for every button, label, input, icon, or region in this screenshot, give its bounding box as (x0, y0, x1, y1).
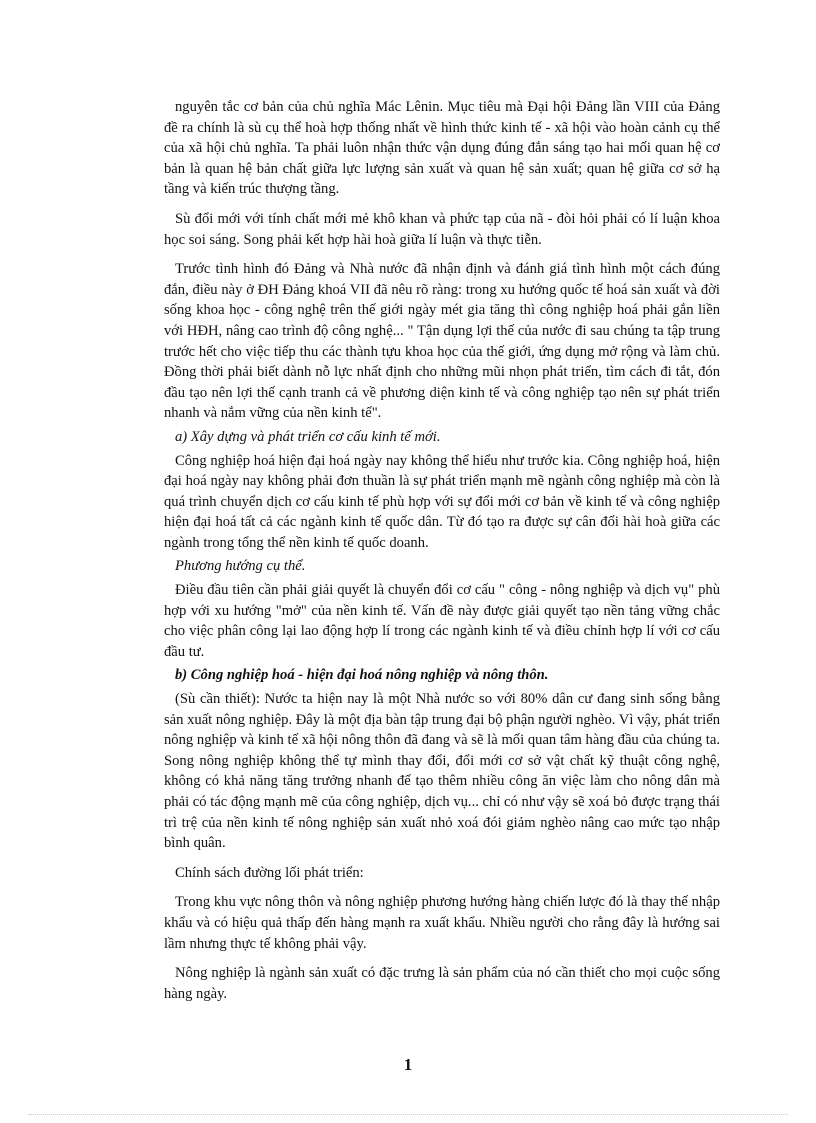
paragraph-intro: nguyên tắc cơ bản của chủ nghĩa Mác Lênin. Mục tiêu mà Đại hội Đảng lần VIII của Đảng đề ra chính là sù cụ thể hoà hợp thống nhất về hình thức kinh tế - xã hội vào hoàn cảnh cụ thể của xã hội chủ nghĩa. Ta phải luôn nhận thức vận dụng đúng đắn sáng tạo hai mối quan hệ cơ bản là quan hệ bản chất giữa lực lượng sản xuất và quan hệ sản xuất; quan hệ giữa cơ sở hạ tầng và kiến trúc thượng tầng. (164, 99, 720, 198)
document-body (164, 97, 720, 1004)
paragraph-restructuring: Điều đầu tiên cần phải giải quyết là chuyển đổi cơ cấu " công - nông nghiệp và dịch vụ" phù hợp với xu hướng "mở" của nền kinh tế. Vấn đề này được giải quyết tạo nền tảng vững chắc cho việc phân công lại lao động hợp lí trong các ngành kinh tế và điều chỉnh hợp lí với cơ cấu đầu tư. (164, 582, 720, 660)
paragraph-agriculture: Nông nghiệp là ngành sản xuất có đặc trưng là sản phẩm của nó cần thiết cho mọi cuộc sống hàng ngày. (164, 965, 720, 1002)
paragraph-party-congress: Trước tình hình đó Đảng và Nhà nước đã nhận định và đánh giá tình hình một cách đúng đắn, điều này ở ĐH Đảng khoá VII đã nêu rõ ràng: trong xu hướng quốc tế hoá sản xuất và đời sống khoa học - công nghệ trên thế giới ngày mét gia tăng thì công nghiệp hoá phải gắn liền với HĐH, nâng cao trình độ công nghệ... " Tận dụng lợi thế của nước đi sau chúng ta tập trung trước hết cho việc tiếp thu các thành tựu khoa học của thế giới, ứng dụng mở rộng và làm chủ. Đồng thời phải biết dành nỗ lực nhất định cho những mũi nhọn phát triển, tìm cách đi tắt, đón đầu tạo nên lợi thế cạnh tranh cả về phương diện kinh tế và công nghiệp tạo nên sự phát triển nhanh và nắm vững của nền kinh tế". (164, 261, 720, 422)
paragraph-rural-strategy: Trong khu vực nông thôn và nông nghiệp phương hướng hàng chiến lược đó là thay thế nhập khẩu và có hiệu quả thấp đến hàng mạnh ra xuất khẩu. Nhiều người cho rằng đây là hướng sai lầm nhưng thực tế không phải vậy. (164, 894, 720, 952)
subheading-direction: Phương hướng cụ thể. (175, 558, 306, 575)
paragraph-renewal: Sù đổi mới với tính chất mới mẻ khô khan và phức tạp của nã - đòi hỏi phải có lí luận khoa học soi sáng. Song phải kết hợp hài hoà giữa lí luận và thực tiễn. (164, 210, 720, 248)
section-heading-b: b) Công nghiệp hoá - hiện đại hoá nông nghiệp và nông thôn. (175, 667, 549, 684)
paragraph-industrialization: Công nghiệp hoá hiện đại hoá ngày nay không thể hiểu như trước kia. Công nghiệp hoá, hiện đại hoá ngày nay không phải đơn thuần là sự phát triển mạnh mẽ ngành công nghiệp mà còn là quá trình chuyển dịch cơ cấu kinh tế phù hợp với sự đổi mới cơ bản về kinh tế và công nghiệp hiện đại hoá tất cả các ngành kinh tế quốc dân. Từ đó tạo ra được sự cân đối hài hoà giữa các ngành trong tổng thể nền kinh tế quốc doanh. (164, 452, 720, 551)
page-bottom-edge (28, 1114, 788, 1115)
page-number: 1 (403, 1055, 413, 1074)
section-heading-a: a) Xây dựng và phát triển cơ cấu kinh tế mới. (175, 428, 441, 445)
paragraph-policy-label: Chính sách đường lối phát triển: (175, 864, 364, 881)
paragraph-necessity: (Sù cần thiết): Nước ta hiện nay là một Nhà nước so với 80% dân cư đang sinh sống bằng sản xuất nông nghiệp. Đây là một địa bàn tập trung đại bộ phận người nghèo. Vì vậy, phát triển nông nghiệp và kinh tế xã hội nông thôn đã đang và sẽ là mối quan tâm hàng đầu của chúng ta. Song nông nghiệp không thể tự mình thay đổi, đổi mới cơ sở vật chất kỹ thuật công nghệ, không có khả năng tăng trưởng nhanh để tạo thêm nhiều công ăn việc làm cho nông dân mà phải có tác động mạnh mẽ của công nghiệp, dịch vụ... chỉ có như vậy sẽ xoá bỏ được trạng thái trì trệ của nền kinh tế nông nghiệp sản xuất nhỏ xoá đói giảm nghèo nâng cao mức tạo nhập bình quân. (164, 691, 720, 852)
